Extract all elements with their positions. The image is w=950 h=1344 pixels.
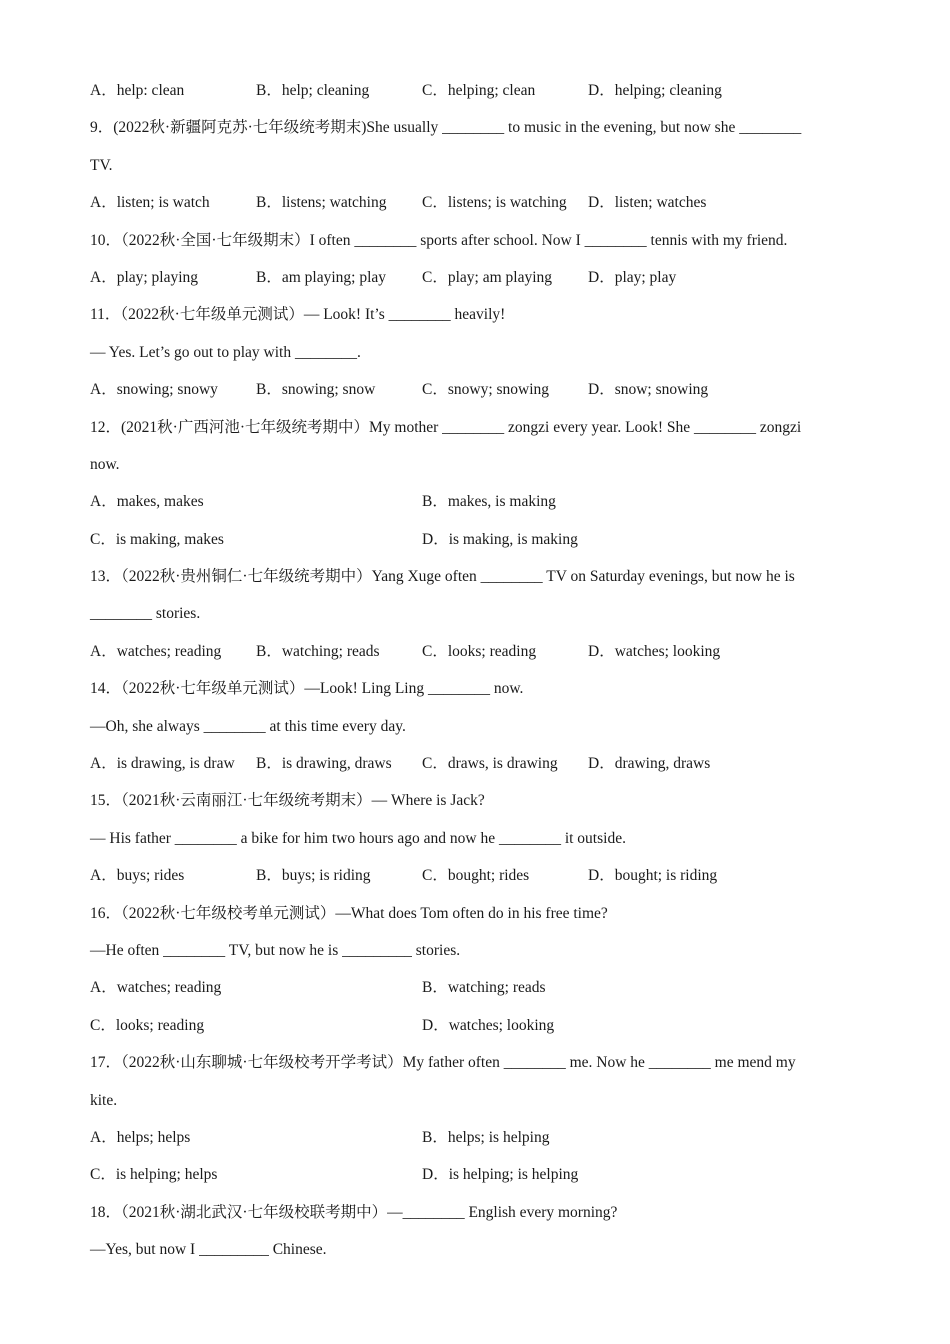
question-text-line: 13．（2022秋·贵州铜仁·七年级统考期中）Yang Xuge often ________ TV on Saturday evenings, but now he is: [90, 568, 795, 586]
answer-option: A．listen; is watch: [90, 194, 210, 212]
answer-options-row: [90, 79, 865, 116]
question-text-line: 16．（2022秋·七年级校考单元测试）—What does Tom often do in his free time?: [90, 904, 608, 922]
answer-options-row: [90, 266, 865, 303]
question-text-line: — His father ________ a bike for him two hours ago and now he ________ it outside.: [90, 829, 626, 847]
answer-option: D．listen; watches: [588, 194, 707, 212]
answer-option: D．bought; is riding: [588, 867, 718, 885]
question-text-line: 18．（2021秋·湖北武汉·七年级校联考期中）—________ English every morning?: [90, 1203, 618, 1221]
answer-option: D．is making, is making: [422, 530, 578, 548]
answer-options-row: [90, 864, 865, 901]
answer-options-row: [90, 378, 865, 415]
answer-option: C．draws, is drawing: [422, 755, 558, 773]
answer-option: B．watching; reads: [422, 979, 546, 997]
answer-option: B．helps; is helping: [422, 1128, 550, 1146]
question-text-line: kite.: [90, 1091, 118, 1109]
answer-option: A．watches; reading: [90, 979, 222, 997]
answer-option: D．snow; snowing: [588, 381, 709, 399]
answer-option: C．looks; reading: [422, 642, 537, 660]
answer-option: A．help: clean: [90, 82, 185, 99]
answer-option: A．play; playing: [90, 268, 199, 286]
question-text-line: ________ stories.: [90, 605, 201, 623]
question-text-line: 15．（2021秋·云南丽江·七年级统考期末）— Where is Jack?: [90, 792, 485, 810]
answer-option: C．helping; clean: [422, 82, 536, 99]
answer-option: A．helps; helps: [90, 1128, 191, 1146]
question-text-line: —Oh, she always ________ at this time every day.: [90, 717, 406, 735]
answer-options-row: [90, 1163, 865, 1200]
answer-option: B．am playing; play: [256, 268, 387, 286]
answer-option: A．makes, makes: [90, 493, 204, 511]
answer-option: D．watches; looking: [422, 1016, 555, 1034]
answer-option: C．play; am playing: [422, 268, 553, 286]
question-text-line: 17．（2022秋·山东聊城·七年级校考开学考试）My father often ________ me. Now he ________ me mend my: [90, 1054, 796, 1072]
answer-option: B．buys; is riding: [256, 867, 371, 885]
question-text-line: 10．（2022秋·全国·七年级期末）I often ________ sports after school. Now I ________ tennis with my friend.: [90, 231, 788, 249]
answer-options-row: [90, 976, 865, 1013]
answer-option: B．snowing; snow: [256, 381, 376, 399]
answer-option: B．help; cleaning: [256, 82, 370, 99]
answer-option: D．play; play: [588, 268, 677, 286]
answer-options-row: [90, 1014, 865, 1051]
question-text-line: now.: [90, 455, 120, 473]
question-text-line: — Yes. Let’s go out to play with ________.: [90, 343, 361, 361]
answer-option: B．watching; reads: [256, 642, 380, 660]
question-text-line: 14．（2022秋·七年级单元测试）—Look! Ling Ling ________ now.: [90, 680, 524, 698]
question-text-line: —Yes, but now I _________ Chinese.: [90, 1241, 327, 1259]
answer-option: C．is making, makes: [90, 530, 224, 548]
answer-options-row: [90, 640, 865, 677]
document-page: [90, 79, 865, 1276]
answer-option: B．makes, is making: [422, 493, 556, 511]
answer-option: D．watches; looking: [588, 642, 721, 660]
answer-option: D．drawing, draws: [588, 755, 711, 773]
question-text-line: 9．(2022秋·新疆阿克苏·七年级统考期末)She usually ________ to music in the evening, but now she ________: [90, 119, 802, 137]
answer-option: D．helping; cleaning: [588, 82, 722, 99]
answer-option: A．watches; reading: [90, 642, 222, 660]
answer-options-row: [90, 528, 865, 565]
answer-options-row: [90, 1126, 865, 1163]
answer-options-row: [90, 490, 865, 527]
answer-option: C．bought; rides: [422, 867, 530, 885]
answer-option: C．listens; is watching: [422, 194, 567, 212]
answer-option: A．snowing; snowy: [90, 381, 218, 399]
answer-option: C．looks; reading: [90, 1016, 205, 1034]
answer-options-row: [90, 752, 865, 789]
answer-option: A．buys; rides: [90, 867, 185, 885]
question-text-line: —He often ________ TV, but now he is _________ stories.: [90, 941, 461, 959]
answer-option: B．listens; watching: [256, 194, 387, 212]
answer-options-row: [90, 191, 865, 228]
question-text-line: 11．（2022秋·七年级单元测试）— Look! It’s ________ heavily!: [90, 306, 506, 324]
answer-option: A．is drawing, is draw: [90, 755, 235, 773]
answer-option: C．snowy; snowing: [422, 381, 550, 399]
answer-option: C．is helping; helps: [90, 1166, 218, 1184]
question-text-line: 12．(2021秋·广西河池·七年级统考期中）My mother ________ zongzi every year. Look! She ________ zongzi: [90, 418, 802, 436]
answer-option: D．is helping; is helping: [422, 1166, 579, 1184]
question-text-line: TV.: [90, 156, 113, 174]
answer-option: B．is drawing, draws: [256, 755, 392, 773]
